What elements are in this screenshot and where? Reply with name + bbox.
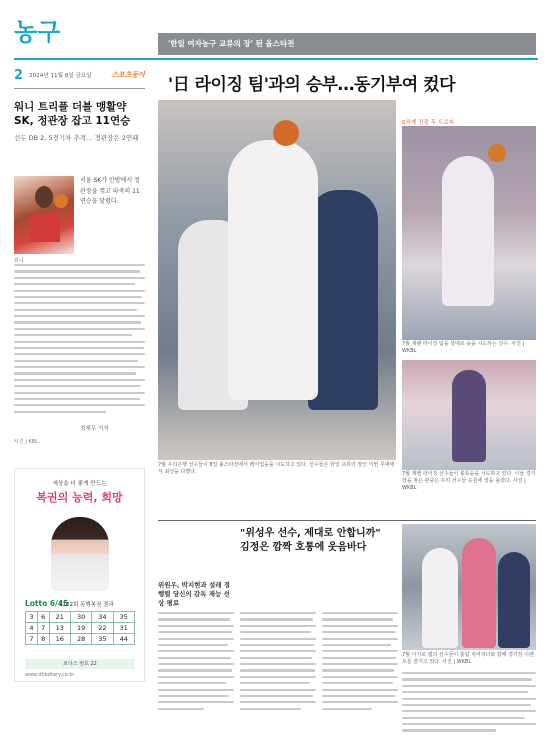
right-photo-label: 6차례 진출 후 트로피 bbox=[402, 120, 455, 126]
right-photo-top bbox=[402, 126, 536, 340]
lotto-number: 19 bbox=[70, 623, 91, 634]
ad-tagline: 세상을 더 좋게 만드는 bbox=[52, 481, 107, 487]
cheerleader-figure bbox=[462, 538, 496, 648]
sidebar-body-text bbox=[14, 264, 145, 417]
sidebar-photo bbox=[14, 176, 74, 254]
player-figure bbox=[498, 552, 530, 648]
lotto-row bbox=[26, 612, 135, 623]
lotto-row bbox=[26, 634, 135, 645]
lotto-number: 7 bbox=[37, 623, 49, 634]
lotto-number: 4 bbox=[26, 623, 38, 634]
second-body-text bbox=[402, 672, 536, 736]
lotto-numbers-table bbox=[25, 611, 135, 645]
right-photo-label-wrap bbox=[402, 118, 536, 129]
lotto-number: 22 bbox=[92, 623, 113, 634]
lotto-number: 30 bbox=[70, 612, 91, 623]
second-body-text bbox=[322, 612, 398, 714]
main-photo bbox=[158, 100, 396, 460]
lotto-number: 31 bbox=[113, 623, 134, 634]
lotto-number: 35 bbox=[92, 634, 113, 645]
player-jersey bbox=[30, 214, 60, 242]
player-figure bbox=[228, 140, 318, 400]
second-body-text bbox=[158, 612, 234, 714]
lottery-advertisement[interactable] bbox=[14, 468, 145, 682]
main-headline: '日 라이징 팀'과의 승부…동기부여 컸다 bbox=[168, 75, 455, 95]
ad-bonus-number: 보너스 번호 22 bbox=[25, 659, 135, 669]
lotto-logo: Lotto 6/45 bbox=[25, 599, 69, 608]
player-figure bbox=[442, 156, 494, 306]
ad-round-title: 1122회 동행복권 결과 bbox=[59, 602, 114, 608]
second-photo bbox=[402, 524, 536, 650]
lotto-number: 34 bbox=[92, 612, 113, 623]
ad-model-photo bbox=[51, 517, 109, 591]
lotto-number: 3 bbox=[26, 612, 38, 623]
ad-url[interactable]: www.dhlottery.co.kr bbox=[25, 672, 75, 678]
sidebar-photo-credit: 사진 | KBL bbox=[14, 439, 39, 445]
ad-headline: 복권의 능력, 희망 bbox=[36, 491, 123, 504]
player-figure bbox=[308, 190, 378, 410]
sidebar-headline: 워니 트리플 더블 맹활약 SK, 정관장 잡고 11연승 bbox=[14, 101, 131, 128]
sidebar-subline: 선두 DB 2, 5경기차 추격… 정관장은 2연패 bbox=[14, 134, 139, 143]
second-photo-caption: 7월 아지로 캠의 선수들이 홈팀 치어리더와 함께 경기장 이벤트를 즐기고 있다. 사진 | WKBL bbox=[402, 652, 534, 665]
feature-banner: '한일 여자농구 교류의 장' 된 올스타전 bbox=[158, 33, 536, 55]
basketball-icon bbox=[488, 144, 506, 162]
paper-logo: 스포츠동아 bbox=[111, 70, 145, 79]
page-number: 2 bbox=[14, 67, 24, 83]
main-photo-caption: 7월 우리은행 선수들이 8일 올스타전에서 레이업슛을 시도하고 있다. 선수들은 한일 교류의 장인 이번 무대에서 최선을 다했다. bbox=[158, 462, 395, 475]
lotto-number: 13 bbox=[49, 623, 70, 634]
sidebar-rule bbox=[14, 88, 145, 89]
sidebar-photo-caption: 워니 bbox=[14, 258, 24, 264]
second-headline: "위성우 선수, 제대로 안합니까" 김정은 깜짝 호통에 웃음바다 bbox=[240, 528, 381, 553]
section-name: 농구 bbox=[14, 18, 61, 46]
lotto-number: 28 bbox=[70, 634, 91, 645]
lotto-row bbox=[26, 623, 135, 634]
lotto-number: 7 bbox=[26, 634, 38, 645]
lotto-number: 21 bbox=[49, 612, 70, 623]
player-head bbox=[35, 186, 53, 208]
right-photo-bottom-caption: 7월 재팬 라이징 선수들이 블록슛을 시도하고 있다. 이날 경기장을 찾은 관중은 우리 선수들 응원에 열을 올렸다. 사진 | WKBL bbox=[402, 471, 536, 491]
article-divider bbox=[158, 520, 536, 521]
basketball-icon bbox=[273, 120, 299, 146]
page-info-bar bbox=[14, 64, 145, 86]
player-figure bbox=[422, 548, 458, 648]
lotto-number: 6 bbox=[37, 612, 49, 623]
sidebar-lead-text: 서울 SK가 안방에서 정관장을 꺾고 파죽의 11연승을 달렸다. bbox=[80, 177, 140, 205]
right-photo-bottom bbox=[402, 360, 536, 470]
sidebar-article bbox=[14, 100, 145, 143]
basketball-icon bbox=[54, 194, 68, 208]
lotto-number: 44 bbox=[113, 634, 134, 645]
section-header bbox=[14, 20, 145, 48]
issue-date: 2024년 11월 8일 금요일 bbox=[29, 73, 92, 79]
lotto-number: 16 bbox=[49, 634, 70, 645]
section-rule bbox=[14, 58, 538, 60]
second-byline: 위원우, 박지현과 설래 정 행렬 당신의 감독 재능 선상 평료 bbox=[158, 581, 231, 607]
second-body-text bbox=[240, 612, 316, 714]
sidebar-byline: 정재우 기자 bbox=[80, 426, 109, 432]
lotto-number: 35 bbox=[113, 612, 134, 623]
right-photo-top-caption: 7월 재팬 라이징 팀을 상대로 슛을 시도하는 선수. 사진 | WKBL bbox=[402, 341, 525, 354]
lotto-number: 8 bbox=[37, 634, 49, 645]
player-figure bbox=[452, 370, 486, 462]
